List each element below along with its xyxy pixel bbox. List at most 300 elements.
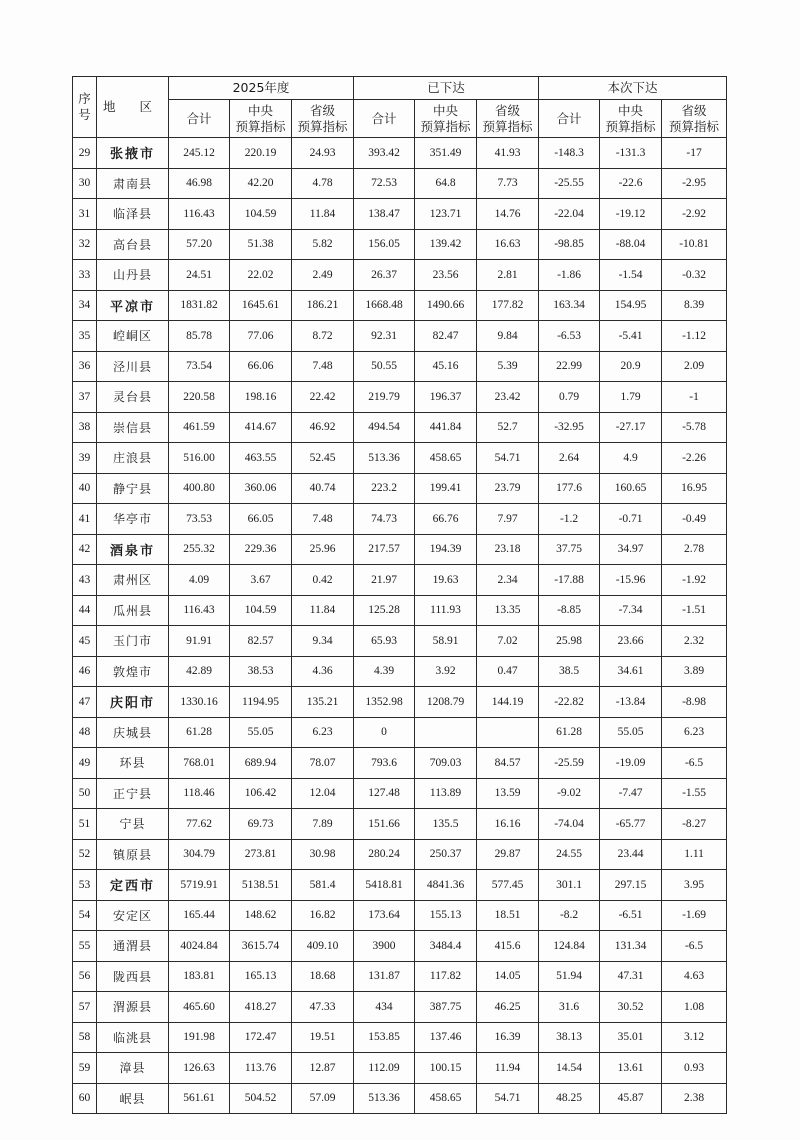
cell-issued-prov: 54.71 <box>477 1083 539 1114</box>
cell-region: 山丹县 <box>97 260 169 291</box>
table-row <box>73 351 727 382</box>
cell-region: 镇原县 <box>97 839 169 870</box>
cell-issued-central: 139.42 <box>415 229 477 260</box>
cell-issued-prov <box>477 717 539 748</box>
cell-cur-total: -1.86 <box>539 260 600 291</box>
cell-issued-central: 58.91 <box>415 626 477 657</box>
cell-cur-total: -148.3 <box>539 138 600 169</box>
table-row <box>73 778 727 809</box>
cell-cur-central: 34.97 <box>600 534 662 565</box>
table-row <box>73 138 727 169</box>
cell-region: 崇信县 <box>97 412 169 443</box>
cell-issued-total: 125.28 <box>354 595 415 626</box>
col-provincial-header-line1: 省级 <box>495 102 521 118</box>
cell-y2025-total: 768.01 <box>169 748 230 779</box>
cell-cur-prov: 1.11 <box>662 839 727 870</box>
cell-cur-prov: 6.23 <box>662 717 727 748</box>
cell-cur-prov: 8.39 <box>662 290 727 321</box>
cell-issued-central: 387.75 <box>415 992 477 1023</box>
table-row <box>73 900 727 931</box>
cell-cur-central: -13.84 <box>600 687 662 718</box>
cell-y2025-central: 104.59 <box>230 595 292 626</box>
cell-seq: 46 <box>73 656 97 687</box>
cell-y2025-total: 116.43 <box>169 595 230 626</box>
cell-y2025-prov: 25.96 <box>292 534 354 565</box>
cell-region: 肃南县 <box>97 168 169 199</box>
cell-cur-central: 13.61 <box>600 1053 662 1084</box>
cell-cur-prov: -1 <box>662 382 727 413</box>
cell-seq: 40 <box>73 473 97 504</box>
cell-seq: 42 <box>73 534 97 565</box>
cell-seq: 33 <box>73 260 97 291</box>
table-row <box>73 443 727 474</box>
cell-cur-total: -98.85 <box>539 229 600 260</box>
cell-cur-prov: -6.5 <box>662 748 727 779</box>
cell-issued-total: 1352.98 <box>354 687 415 718</box>
cell-y2025-total: 191.98 <box>169 1022 230 1053</box>
cell-y2025-prov: 409.10 <box>292 931 354 962</box>
cell-cur-total: 25.98 <box>539 626 600 657</box>
cell-y2025-central: 38.53 <box>230 656 292 687</box>
cell-cur-total: -32.95 <box>539 412 600 443</box>
cell-y2025-total: 1330.16 <box>169 687 230 718</box>
cell-cur-central: 34.61 <box>600 656 662 687</box>
cell-cur-central: -1.54 <box>600 260 662 291</box>
cell-issued-prov: 46.25 <box>477 992 539 1023</box>
cell-y2025-total: 400.80 <box>169 473 230 504</box>
cell-region: 肃州区 <box>97 565 169 596</box>
cell-y2025-central: 220.19 <box>230 138 292 169</box>
cell-region: 渭源县 <box>97 992 169 1023</box>
cell-y2025-total: 183.81 <box>169 961 230 992</box>
cell-y2025-central: 1194.95 <box>230 687 292 718</box>
seq-header <box>73 77 97 138</box>
cell-issued-total: 434 <box>354 992 415 1023</box>
budget-table <box>72 76 727 1114</box>
cell-cur-prov: 3.12 <box>662 1022 727 1053</box>
cell-issued-total: 513.36 <box>354 443 415 474</box>
cell-cur-total: 124.84 <box>539 931 600 962</box>
cell-y2025-total: 1831.82 <box>169 290 230 321</box>
cell-issued-central: 45.16 <box>415 351 477 382</box>
col-provincial-header-current <box>662 100 727 138</box>
cell-y2025-central: 22.02 <box>230 260 292 291</box>
cell-issued-total: 793.6 <box>354 748 415 779</box>
cell-y2025-total: 4.09 <box>169 565 230 596</box>
cell-region: 陇西县 <box>97 961 169 992</box>
cell-region: 崆峒区 <box>97 321 169 352</box>
cell-issued-total: 1668.48 <box>354 290 415 321</box>
cell-issued-prov: 84.57 <box>477 748 539 779</box>
cell-issued-central: 458.65 <box>415 1083 477 1114</box>
col-central-header-line1: 中央 <box>433 102 459 118</box>
cell-y2025-central: 414.67 <box>230 412 292 443</box>
cell-issued-prov: 13.35 <box>477 595 539 626</box>
table-row <box>73 839 727 870</box>
cell-y2025-prov: 7.89 <box>292 809 354 840</box>
cell-issued-prov: 18.51 <box>477 900 539 931</box>
cell-issued-total: 72.53 <box>354 168 415 199</box>
cell-y2025-central: 360.06 <box>230 473 292 504</box>
cell-y2025-central: 504.52 <box>230 1083 292 1114</box>
cell-region: 正宁县 <box>97 778 169 809</box>
cell-y2025-central: 165.13 <box>230 961 292 992</box>
cell-cur-total: 22.99 <box>539 351 600 382</box>
col-total-header-issued: 合计 <box>354 100 415 138</box>
table-row <box>73 382 727 413</box>
cell-cur-total: 51.94 <box>539 961 600 992</box>
cell-issued-central <box>415 717 477 748</box>
cell-y2025-total: 24.51 <box>169 260 230 291</box>
cell-region: 张掖市 <box>97 138 169 169</box>
cell-y2025-prov: 6.23 <box>292 717 354 748</box>
cell-cur-total: 61.28 <box>539 717 600 748</box>
cell-issued-prov: 13.59 <box>477 778 539 809</box>
cell-issued-total: 112.09 <box>354 1053 415 1084</box>
cell-seq: 55 <box>73 931 97 962</box>
cell-seq: 58 <box>73 1022 97 1053</box>
cell-seq: 45 <box>73 626 97 657</box>
cell-issued-prov: 23.18 <box>477 534 539 565</box>
cell-cur-central: 23.44 <box>600 839 662 870</box>
cell-issued-prov: 7.02 <box>477 626 539 657</box>
cell-issued-prov: 7.97 <box>477 504 539 535</box>
cell-y2025-total: 245.12 <box>169 138 230 169</box>
cell-issued-central: 194.39 <box>415 534 477 565</box>
cell-issued-prov: 16.39 <box>477 1022 539 1053</box>
cell-cur-total: 48.25 <box>539 1083 600 1114</box>
cell-region: 酒泉市 <box>97 534 169 565</box>
col-provincial-header-line2: 预算指标 <box>297 118 348 134</box>
cell-cur-total: -17.88 <box>539 565 600 596</box>
cell-issued-total: 26.37 <box>354 260 415 291</box>
cell-issued-prov: 415.6 <box>477 931 539 962</box>
cell-region: 高台县 <box>97 229 169 260</box>
cell-issued-central: 250.37 <box>415 839 477 870</box>
cell-issued-central: 19.63 <box>415 565 477 596</box>
cell-issued-prov: 9.84 <box>477 321 539 352</box>
cell-region: 泾川县 <box>97 351 169 382</box>
table-header <box>73 77 727 138</box>
cell-y2025-total: 220.58 <box>169 382 230 413</box>
cell-cur-central: -0.71 <box>600 504 662 535</box>
cell-issued-total: 21.97 <box>354 565 415 596</box>
table-row <box>73 992 727 1023</box>
col-provincial-header-line2: 预算指标 <box>669 118 720 134</box>
cell-cur-prov: -1.55 <box>662 778 727 809</box>
cell-y2025-prov: 186.21 <box>292 290 354 321</box>
cell-cur-total: -74.04 <box>539 809 600 840</box>
seq-header-bottom: 号 <box>78 107 91 122</box>
cell-cur-central: 30.52 <box>600 992 662 1023</box>
cell-cur-prov: -1.92 <box>662 565 727 596</box>
cell-issued-total: 153.85 <box>354 1022 415 1053</box>
cell-cur-total: 2.64 <box>539 443 600 474</box>
cell-cur-central: 131.34 <box>600 931 662 962</box>
cell-cur-central: 4.9 <box>600 443 662 474</box>
cell-issued-central: 135.5 <box>415 809 477 840</box>
cell-y2025-prov: 8.72 <box>292 321 354 352</box>
cell-y2025-central: 148.62 <box>230 900 292 931</box>
cell-y2025-prov: 16.82 <box>292 900 354 931</box>
cell-cur-prov: 2.38 <box>662 1083 727 1114</box>
cell-issued-total: 151.66 <box>354 809 415 840</box>
cell-y2025-total: 61.28 <box>169 717 230 748</box>
cell-issued-total: 513.36 <box>354 1083 415 1114</box>
cell-y2025-prov: 22.42 <box>292 382 354 413</box>
cell-region: 临泽县 <box>97 199 169 230</box>
cell-y2025-central: 418.27 <box>230 992 292 1023</box>
cell-y2025-prov: 40.74 <box>292 473 354 504</box>
cell-region: 安定区 <box>97 900 169 931</box>
table-row <box>73 687 727 718</box>
table-row <box>73 504 727 535</box>
cell-issued-prov: 144.19 <box>477 687 539 718</box>
cell-cur-total: -8.85 <box>539 595 600 626</box>
cell-seq: 50 <box>73 778 97 809</box>
cell-y2025-total: 304.79 <box>169 839 230 870</box>
col-provincial-header-2025 <box>292 100 354 138</box>
cell-cur-prov: -6.5 <box>662 931 727 962</box>
col-central-header-line1: 中央 <box>247 102 273 118</box>
cell-y2025-prov: 135.21 <box>292 687 354 718</box>
cell-issued-central: 1208.79 <box>415 687 477 718</box>
cell-y2025-prov: 4.78 <box>292 168 354 199</box>
cell-y2025-central: 66.06 <box>230 351 292 382</box>
cell-issued-prov: 41.93 <box>477 138 539 169</box>
cell-cur-prov: -2.92 <box>662 199 727 230</box>
cell-cur-central: 154.95 <box>600 290 662 321</box>
cell-region: 华亭市 <box>97 504 169 535</box>
cell-y2025-total: 77.62 <box>169 809 230 840</box>
col-central-header-line2: 预算指标 <box>605 118 656 134</box>
table-row <box>73 870 727 901</box>
cell-issued-central: 155.13 <box>415 900 477 931</box>
cell-issued-central: 64.8 <box>415 168 477 199</box>
cell-y2025-prov: 57.09 <box>292 1083 354 1114</box>
cell-issued-total: 138.47 <box>354 199 415 230</box>
cell-cur-central: -15.96 <box>600 565 662 596</box>
cell-region: 平凉市 <box>97 290 169 321</box>
table-row <box>73 199 727 230</box>
cell-issued-prov: 2.34 <box>477 565 539 596</box>
cell-cur-central: -22.6 <box>600 168 662 199</box>
cell-issued-prov: 29.87 <box>477 839 539 870</box>
cell-seq: 32 <box>73 229 97 260</box>
cell-issued-prov: 0.47 <box>477 656 539 687</box>
cell-issued-central: 137.46 <box>415 1022 477 1053</box>
cell-y2025-prov: 7.48 <box>292 504 354 535</box>
cell-cur-total: -8.2 <box>539 900 600 931</box>
table-row <box>73 565 727 596</box>
cell-cur-prov: -1.69 <box>662 900 727 931</box>
cell-cur-central: 1.79 <box>600 382 662 413</box>
cell-cur-central: -7.47 <box>600 778 662 809</box>
cell-y2025-total: 561.61 <box>169 1083 230 1114</box>
cell-issued-prov: 14.05 <box>477 961 539 992</box>
cell-issued-central: 441.84 <box>415 412 477 443</box>
cell-region: 玉门市 <box>97 626 169 657</box>
cell-cur-prov: 2.09 <box>662 351 727 382</box>
cell-issued-total: 74.73 <box>354 504 415 535</box>
col-central-header-line2: 预算指标 <box>235 118 286 134</box>
subheader-row <box>73 100 727 138</box>
cell-region: 庆城县 <box>97 717 169 748</box>
cell-issued-total: 494.54 <box>354 412 415 443</box>
cell-y2025-total: 116.43 <box>169 199 230 230</box>
cell-issued-total: 3900 <box>354 931 415 962</box>
cell-cur-total: -25.55 <box>539 168 600 199</box>
table-row <box>73 961 727 992</box>
cell-cur-total: 31.6 <box>539 992 600 1023</box>
cell-region: 环县 <box>97 748 169 779</box>
cell-issued-total: 219.79 <box>354 382 415 413</box>
cell-y2025-prov: 12.87 <box>292 1053 354 1084</box>
cell-issued-central: 199.41 <box>415 473 477 504</box>
cell-cur-total: 24.55 <box>539 839 600 870</box>
cell-seq: 51 <box>73 809 97 840</box>
cell-cur-total: 301.1 <box>539 870 600 901</box>
cell-seq: 34 <box>73 290 97 321</box>
cell-cur-central: -19.12 <box>600 199 662 230</box>
cell-cur-total: -1.2 <box>539 504 600 535</box>
cell-seq: 56 <box>73 961 97 992</box>
cell-y2025-prov: 11.84 <box>292 199 354 230</box>
cell-cur-central: 20.9 <box>600 351 662 382</box>
cell-cur-total: 37.75 <box>539 534 600 565</box>
cell-cur-total: -25.59 <box>539 748 600 779</box>
cell-y2025-prov: 78.07 <box>292 748 354 779</box>
col-central-header-current <box>600 100 662 138</box>
cell-cur-prov: -17 <box>662 138 727 169</box>
table-row <box>73 748 727 779</box>
cell-cur-prov: -2.26 <box>662 443 727 474</box>
cell-y2025-central: 5138.51 <box>230 870 292 901</box>
cell-issued-central: 3484.4 <box>415 931 477 962</box>
cell-y2025-total: 85.78 <box>169 321 230 352</box>
cell-cur-central: 297.15 <box>600 870 662 901</box>
cell-y2025-prov: 5.82 <box>292 229 354 260</box>
cell-seq: 44 <box>73 595 97 626</box>
cell-region: 定西市 <box>97 870 169 901</box>
cell-issued-central: 351.49 <box>415 138 477 169</box>
cell-y2025-total: 516.00 <box>169 443 230 474</box>
table-row <box>73 1022 727 1053</box>
table-row <box>73 1083 727 1114</box>
cell-issued-prov: 2.81 <box>477 260 539 291</box>
cell-seq: 54 <box>73 900 97 931</box>
cell-y2025-central: 689.94 <box>230 748 292 779</box>
cell-cur-prov: 16.95 <box>662 473 727 504</box>
cell-seq: 60 <box>73 1083 97 1114</box>
cell-seq: 47 <box>73 687 97 718</box>
table-row <box>73 229 727 260</box>
cell-y2025-central: 55.05 <box>230 717 292 748</box>
cell-y2025-total: 126.63 <box>169 1053 230 1084</box>
cell-y2025-prov: 24.93 <box>292 138 354 169</box>
cell-cur-prov: -0.49 <box>662 504 727 535</box>
table-row <box>73 290 727 321</box>
cell-issued-central: 1490.66 <box>415 290 477 321</box>
table-row <box>73 656 727 687</box>
cell-cur-prov: -2.95 <box>662 168 727 199</box>
cell-y2025-prov: 52.45 <box>292 443 354 474</box>
cell-region: 庄浪县 <box>97 443 169 474</box>
cell-issued-prov: 54.71 <box>477 443 539 474</box>
cell-issued-central: 23.56 <box>415 260 477 291</box>
cell-y2025-total: 73.53 <box>169 504 230 535</box>
cell-issued-central: 82.47 <box>415 321 477 352</box>
cell-region: 临洮县 <box>97 1022 169 1053</box>
cell-y2025-total: 5719.91 <box>169 870 230 901</box>
cell-y2025-total: 118.46 <box>169 778 230 809</box>
cell-y2025-central: 172.47 <box>230 1022 292 1053</box>
cell-issued-central: 4841.36 <box>415 870 477 901</box>
cell-seq: 48 <box>73 717 97 748</box>
table-row <box>73 809 727 840</box>
cell-cur-total: -22.04 <box>539 199 600 230</box>
cell-issued-central: 458.65 <box>415 443 477 474</box>
cell-cur-prov: 3.89 <box>662 656 727 687</box>
cell-seq: 49 <box>73 748 97 779</box>
col-provincial-header-issued <box>477 100 539 138</box>
table-row <box>73 534 727 565</box>
cell-y2025-prov: 11.84 <box>292 595 354 626</box>
cell-issued-prov: 577.45 <box>477 870 539 901</box>
cell-issued-total: 127.48 <box>354 778 415 809</box>
cell-seq: 39 <box>73 443 97 474</box>
cell-issued-central: 3.92 <box>415 656 477 687</box>
cell-y2025-prov: 4.36 <box>292 656 354 687</box>
cell-seq: 37 <box>73 382 97 413</box>
cell-cur-central: -19.09 <box>600 748 662 779</box>
cell-issued-central: 111.93 <box>415 595 477 626</box>
cell-issued-prov: 177.82 <box>477 290 539 321</box>
cell-cur-prov: -10.81 <box>662 229 727 260</box>
cell-cur-central: -7.34 <box>600 595 662 626</box>
cell-y2025-central: 198.16 <box>230 382 292 413</box>
cell-cur-total: -6.53 <box>539 321 600 352</box>
cell-y2025-total: 461.59 <box>169 412 230 443</box>
table-row <box>73 321 727 352</box>
cell-y2025-prov: 47.33 <box>292 992 354 1023</box>
col-central-header-line2: 预算指标 <box>420 118 471 134</box>
cell-issued-central: 123.71 <box>415 199 477 230</box>
cell-issued-prov: 11.94 <box>477 1053 539 1084</box>
cell-seq: 30 <box>73 168 97 199</box>
cell-cur-central: 47.31 <box>600 961 662 992</box>
cell-cur-prov: 2.32 <box>662 626 727 657</box>
cell-y2025-central: 229.36 <box>230 534 292 565</box>
cell-cur-central: 55.05 <box>600 717 662 748</box>
cell-y2025-prov: 46.92 <box>292 412 354 443</box>
cell-cur-central: -88.04 <box>600 229 662 260</box>
col-central-header-2025 <box>230 100 292 138</box>
cell-y2025-prov: 9.34 <box>292 626 354 657</box>
cell-y2025-central: 463.55 <box>230 443 292 474</box>
cell-cur-total: 14.54 <box>539 1053 600 1084</box>
table-row <box>73 595 727 626</box>
col-provincial-header-line1: 省级 <box>681 102 707 118</box>
cell-y2025-prov: 0.42 <box>292 565 354 596</box>
group-current-header: 本次下达 <box>539 77 727 100</box>
cell-cur-prov: 2.78 <box>662 534 727 565</box>
cell-issued-prov: 14.76 <box>477 199 539 230</box>
table-row <box>73 931 727 962</box>
region-header: 地 区 <box>97 77 169 138</box>
cell-region: 灵台县 <box>97 382 169 413</box>
cell-y2025-total: 165.44 <box>169 900 230 931</box>
